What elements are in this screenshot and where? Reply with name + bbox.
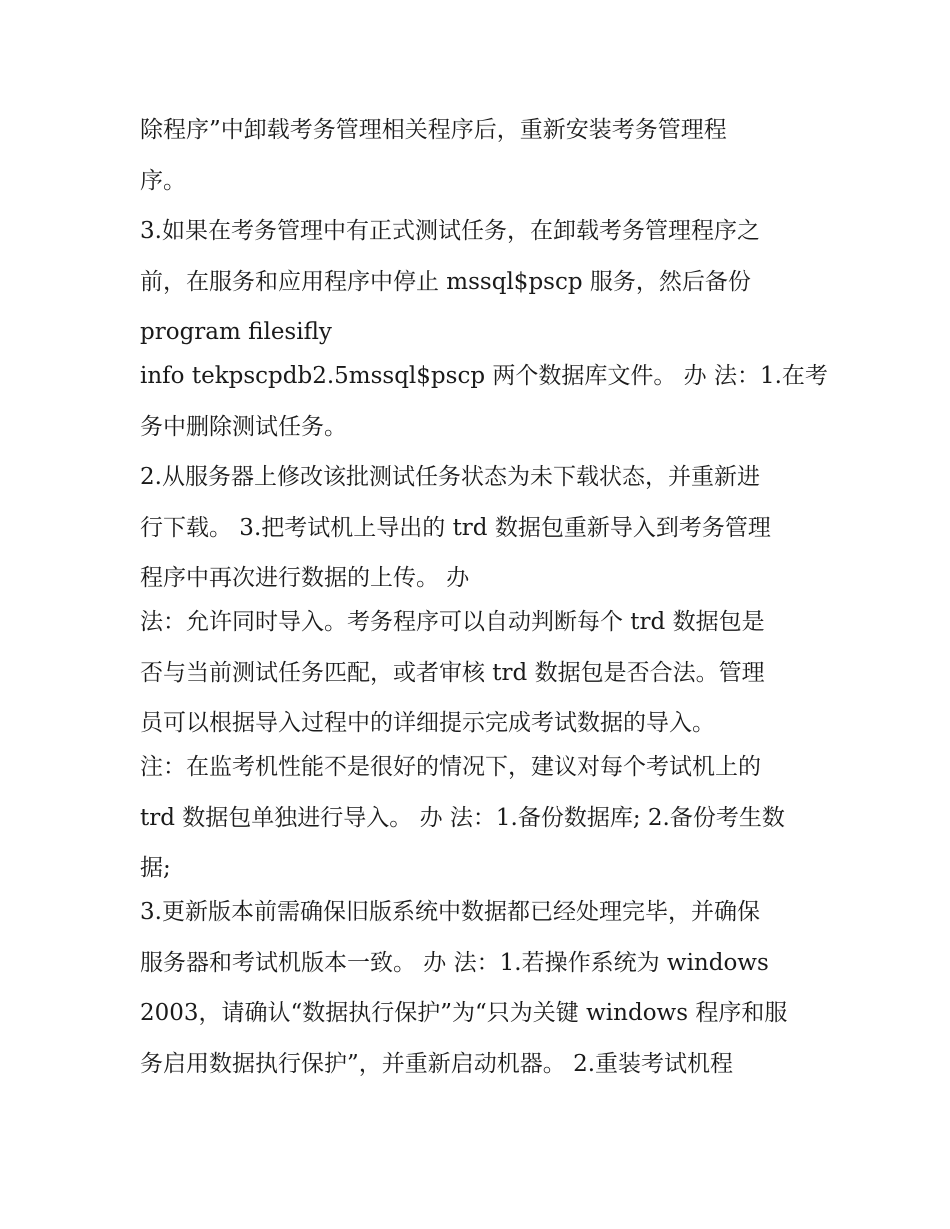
- text-line: 服务器和考试机版本一致。 办 法：1.若操作系统为 windows: [140, 949, 769, 976]
- text-line: trd 数据包单独进行导入。 办 法：1.备份数据库; 2.备份考生数: [140, 804, 785, 831]
- text-line: 2.从服务器上修改该批测试任务状态为未下载状态，并重新进: [140, 464, 760, 490]
- text-line: program filesifly: [140, 319, 332, 345]
- text-line: 3.更新版本前需确保旧版系统中数据都已经处理完毕，并确保: [140, 899, 760, 925]
- text-line: 务中删除测试任务。: [140, 413, 347, 440]
- text-line: 3.如果在考务管理中有正式测试任务，在卸载考务管理程序之: [140, 218, 760, 244]
- text-line: 法：允许同时导入。考务程序可以自动判断每个 trd 数据包是: [140, 609, 765, 635]
- text-line: 2003，请确认“数据执行保护”为“只为关键 windows 程序和服: [140, 1000, 788, 1026]
- text-line: 据;: [140, 855, 171, 881]
- text-line: 序。: [140, 167, 186, 194]
- text-line: 行下载。 3.把考试机上导出的 trd 数据包重新导入到考务管理: [140, 514, 771, 541]
- document-body: [140, 106, 830, 1090]
- text-line: 务启用数据执行保护”，并重新启动机器。 2.重装考试机程: [140, 1050, 734, 1077]
- text-line: 前，在服务和应用程序中停止 mssql$pscp 服务，然后备份: [140, 268, 751, 295]
- text-line: 除程序”中卸载考务管理相关程序后，重新安装考务管理程: [140, 117, 727, 143]
- text-line: info tekpscpdb2.5mssql$pscp 两个数据库文件。 办 法：1.在考: [140, 363, 828, 389]
- text-line: 员可以根据导入过程中的详细提示完成考试数据的导入。: [140, 710, 715, 736]
- text-line: 程序中再次进行数据的上传。 办: [140, 565, 470, 591]
- text-line: 注：在监考机性能不是很好的情况下，建议对每个考试机上的: [140, 754, 761, 780]
- text-line: 否与当前测试任务匹配，或者审核 trd 数据包是否合法。管理: [140, 659, 765, 686]
